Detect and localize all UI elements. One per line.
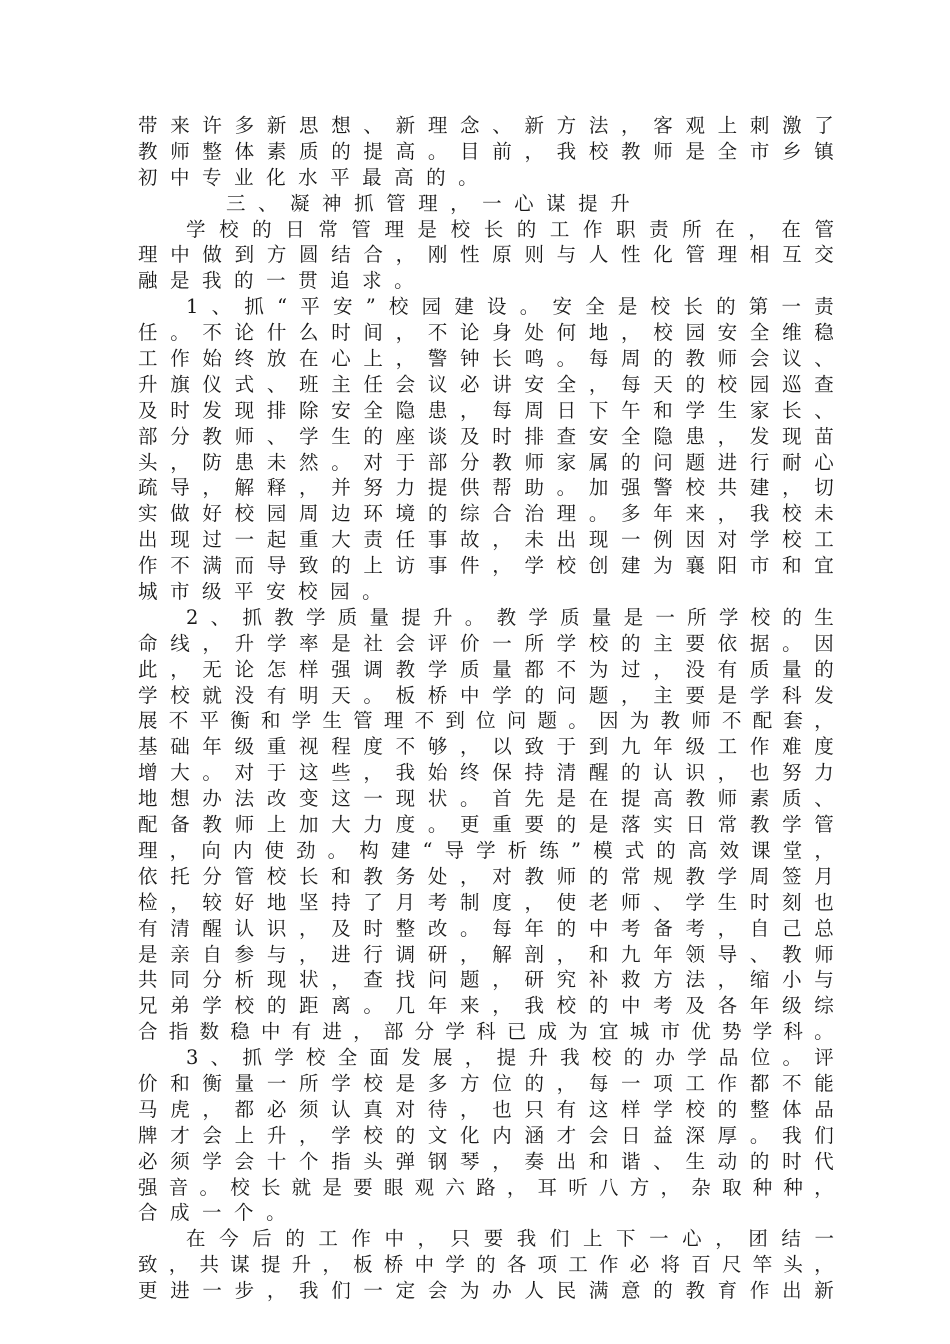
- text-line: 更 进 一 步 ， 我 们 一 定 会 为 办 人 民 满 意 的 教 育 作 出 新: [138, 1279, 834, 1303]
- text-line: 展 不 平 衡 和 学 生 管 理 不 到 位 问 题 。 因 为 教 师 不 配 套 ，: [138, 709, 834, 733]
- text-line: 部 分 教 师 、 学 生 的 座 谈 及 时 排 查 安 全 隐 患 ， 发 现 苗: [138, 424, 834, 448]
- text-line: 教 师 整 体 素 质 的 提 高 。 目 前 ， 我 校 教 师 是 全 市 乡 镇: [138, 139, 834, 163]
- text-line: 实 做 好 校 园 周 边 环 境 的 综 合 治 理 。 多 年 来 ， 我 校 未: [138, 502, 834, 526]
- text-line: 马 虎 ， 都 必 须 认 真 对 待 ， 也 只 有 这 样 学 校 的 整 体 品: [138, 1097, 834, 1121]
- text-line: 理 ， 向 内 使 劲 。 构 建 “ 导 学 析 练 ” 模 式 的 高 效 课 堂 ，: [138, 838, 834, 862]
- text-line: 作 不 满 而 导 致 的 上 访 事 件 ， 学 校 创 建 为 襄 阳 市 和 宜: [138, 554, 834, 578]
- text-line: 疏 导 ， 解 释 ， 并 努 力 提 供 帮 助 。 加 强 警 校 共 建 ， 切: [138, 476, 834, 500]
- text-line: 2 、 抓 教 学 质 量 提 升 。 教 学 质 量 是 一 所 学 校 的 生: [186, 605, 834, 629]
- text-line: 地 想 办 法 改 变 这 一 现 状 。 首 先 是 在 提 高 教 师 素 质 、: [138, 787, 834, 811]
- text-line: 城 市 级 平 安 校 园 。: [138, 580, 382, 604]
- text-line: 头 ， 防 患 未 然 。 对 于 部 分 教 师 家 属 的 问 题 进 行 耐 心: [138, 450, 834, 474]
- text-line: 命 线 ， 升 学 率 是 社 会 评 价 一 所 学 校 的 主 要 依 据 。 因: [138, 631, 834, 655]
- text-line: 出 现 过 一 起 重 大 责 任 事 故 ， 未 出 现 一 例 因 对 学 校 工: [138, 528, 834, 552]
- text-line: 工 作 始 终 放 在 心 上 ， 警 钟 长 鸣 。 每 周 的 教 师 会 议 、: [138, 347, 834, 371]
- text-line: 是 亲 自 参 与 ， 进 行 调 研 ， 解 剖 ， 和 九 年 领 导 、 教 师: [138, 942, 834, 966]
- text-line: 检 ， 较 好 地 坚 持 了 月 考 制 度 ， 使 老 师 、 学 生 时 刻 也: [138, 890, 834, 914]
- text-line: 及 时 发 现 排 除 安 全 隐 患 ， 每 周 日 下 午 和 学 生 家 长 、: [138, 398, 834, 422]
- text-line: 任 。 不 论 什 么 时 间 ， 不 论 身 处 何 地 ， 校 园 安 全 维 稳: [138, 321, 834, 345]
- text-line: 必 须 学 会 十 个 指 头 弹 钢 琴 ， 奏 出 和 谐 、 生 动 的 时 代: [138, 1149, 834, 1173]
- text-line: 合 指 数 稳 中 有 进 ， 部 分 学 科 已 成 为 宜 城 市 优 势 学 科 。: [138, 1020, 834, 1044]
- text-line: 3 、 抓 学 校 全 面 发 展 ， 提 升 我 校 的 办 学 品 位 。 评: [186, 1046, 834, 1070]
- text-line: 在 今 后 的 工 作 中 ， 只 要 我 们 上 下 一 心 ， 团 结 一: [186, 1227, 834, 1251]
- text-line: 合 成 一 个 。: [138, 1201, 286, 1225]
- text-line: 融 是 我 的 一 贯 追 求 。: [138, 269, 414, 293]
- text-line: 学 校 的 日 常 管 理 是 校 长 的 工 作 职 责 所 在 ， 在 管: [186, 217, 834, 241]
- text-line: 牌 才 会 上 升 ， 学 校 的 文 化 内 涵 才 会 日 益 深 厚 。 我 们: [138, 1123, 834, 1147]
- text-line: 基 础 年 级 重 视 程 度 不 够 ， 以 致 于 到 九 年 级 工 作 难 度: [138, 735, 834, 759]
- text-line: 价 和 衡 量 一 所 学 校 是 多 方 位 的 ， 每 一 项 工 作 都 不 能: [138, 1071, 834, 1095]
- text-line: 增 大 。 对 于 这 些 ， 我 始 终 保 持 清 醒 的 认 识 ， 也 努 力: [138, 761, 834, 785]
- document-page: [138, 113, 834, 1304]
- text-line: 理 中 做 到 方 圆 结 合 ， 刚 性 原 则 与 人 性 化 管 理 相 互 交: [138, 243, 834, 267]
- text-line: 依 托 分 管 校 长 和 教 务 处 ， 对 教 师 的 常 规 教 学 周 签 月: [138, 864, 834, 888]
- text-line: 兄 弟 学 校 的 距 离 。 几 年 来 ， 我 校 的 中 考 及 各 年 级 综: [138, 994, 834, 1018]
- text-line: 有 清 醒 认 识 ， 及 时 整 改 。 每 年 的 中 考 备 考 ， 自 己 总: [138, 916, 834, 940]
- text-line: 带 来 许 多 新 思 想 、 新 理 念 、 新 方 法 ， 客 观 上 刺 激 了: [138, 114, 834, 137]
- text-line: 配 备 教 师 上 加 大 力 度 。 更 重 要 的 是 落 实 日 常 教 学 管: [138, 813, 834, 837]
- text-line: 三 、 凝 神 抓 管 理 ， 一 心 谋 提 升: [226, 191, 630, 215]
- text-line: 1 、 抓 “ 平 安 ” 校 园 建 设 。 安 全 是 校 长 的 第 一 责: [186, 295, 834, 319]
- text-line: 初 中 专 业 化 水 平 最 高 的 。: [138, 165, 478, 189]
- text-line: 致 ， 共 谋 提 升 ， 板 桥 中 学 的 各 项 工 作 必 将 百 尺 竿 头 ，: [138, 1253, 834, 1277]
- text-line: 学 校 就 没 有 明 天 。 板 桥 中 学 的 问 题 ， 主 要 是 学 科 发: [138, 683, 834, 707]
- text-line: 强 音 。 校 长 就 是 要 眼 观 六 路 ， 耳 听 八 方 ， 杂 取 种 种 ，: [138, 1175, 834, 1199]
- text-line: 升 旗 仪 式 、 班 主 任 会 议 必 讲 安 全 ， 每 天 的 校 园 巡 查: [138, 372, 834, 396]
- text-line: 此 ， 无 论 怎 样 强 调 教 学 质 量 都 不 为 过 ， 没 有 质 量 的: [138, 657, 834, 681]
- text-line: 共 同 分 析 现 状 ， 查 找 问 题 ， 研 究 补 救 方 法 ， 缩 小 与: [138, 968, 834, 992]
